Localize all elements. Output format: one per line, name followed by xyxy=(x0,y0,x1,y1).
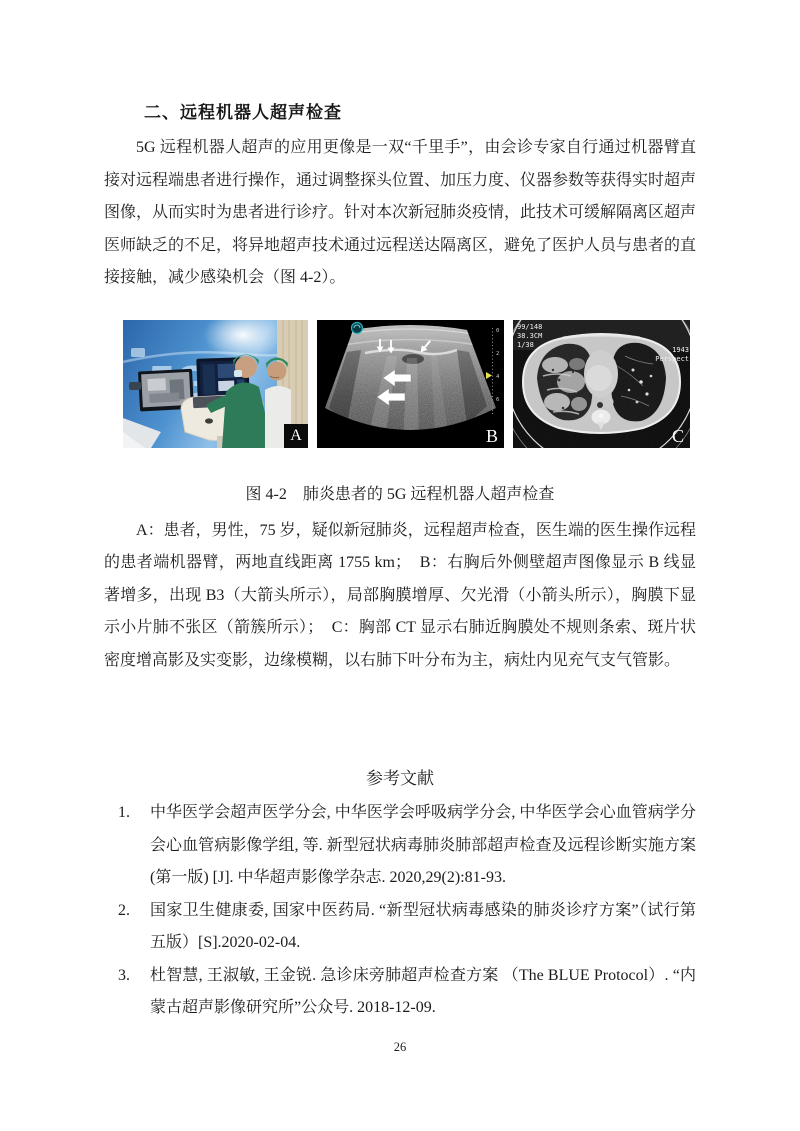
ruler-mark-6: 6 xyxy=(496,396,500,403)
ct-series-number: 1943 xyxy=(672,345,689,354)
section-heading: 二、远程机器人超声检查 xyxy=(144,103,342,122)
probe-logo-icon xyxy=(352,322,363,333)
ruler-mark-2: 2 xyxy=(496,350,500,357)
reference-item-2 xyxy=(104,895,696,960)
panel-b-label: B xyxy=(485,425,498,446)
panel-c-label: C xyxy=(671,425,684,446)
ct-fov-size: 38.3CM xyxy=(517,331,543,340)
reference-number: 1. xyxy=(118,804,130,821)
figure-description: A：患者，男性，75 岁，疑似新冠肺炎，远程超声检查，医生端的医生操作远程的患者端机器臂，两地直线距离 1755 km； B：右胸后外侧壁超声图像显示 B 线显著增多，出现 B3（大箭头所示），局部胸膜增厚、欠光滑（小箭头所示），胸膜下显示小片肺不张区（箭簇所示）； C：胸部 CT 显示右肺近胸膜处不规则条索、斑片状密度增高影及实变影，边缘模糊，以右肺下叶分布为主，病灶内见充气支气管影。 xyxy=(104,521,696,669)
ct-overlay-top-right xyxy=(655,346,689,364)
figure-panel-a-photo xyxy=(123,320,308,448)
references-heading: 参考文献 xyxy=(366,769,434,788)
figure-panel-b-ultrasound xyxy=(317,320,504,448)
lung-ultrasound-image xyxy=(317,320,504,448)
ct-mode-label: Perspect xyxy=(655,354,689,363)
camera-device xyxy=(129,382,141,390)
body-paragraph: 5G 远程机器人超声的应用更像是一双“千里手”，由会诊专家自行通过机器臂直接对远程端患者进行操作，通过调整探头位置、加压力度、仪器参数等获得实时超声图像，从而实时为患者进行诊疗。针对本次新冠肺炎疫情，此技术可缓解隔离区超声医师缺乏的不足，将异地超声技术通过远程送达隔离区，避免了医护人员与患者的直接接触，减少感染机会（图 4-2）。 xyxy=(104,139,697,286)
panel-a-label: A xyxy=(284,424,308,448)
ruler-mark-4: 4 xyxy=(496,373,500,380)
reference-text: 国家卫生健康委, 国家中医药局. “新型冠状病毒感染的肺炎诊疗方案”（试行第五版）[S].2020-02-04. xyxy=(150,901,696,951)
reference-number: 3. xyxy=(118,966,130,984)
reference-number: 2. xyxy=(118,901,130,919)
ct-frame-counter: 99/148 xyxy=(517,322,543,331)
figure-panel-c-ct xyxy=(513,320,690,448)
reference-list xyxy=(104,797,696,1025)
reference-text: 中华医学会超声医学分会, 中华医学会呼吸病学分会, 中华医学会心血管病学分会心血管病影像学组, 等. 新型冠状病毒肺炎肺部超声检查及远程诊断实施方案(第一版) [J]. 中华超声影像学杂志. 2020,29(2):81-93. xyxy=(150,804,696,886)
figure-4-2 xyxy=(123,320,696,448)
page-content xyxy=(104,0,696,1025)
photo-5g-ultrasound-room xyxy=(123,320,308,448)
reference-text: 杜智慧, 王淑敏, 王金锐. 急诊床旁肺超声检查方案 （The BLUE Protocol）. “内蒙古超声影像研究所”公众号. 2018-12-09. xyxy=(150,966,696,1016)
reference-item-3 xyxy=(104,960,696,1025)
cart-knob xyxy=(205,418,213,423)
backdrop-icon xyxy=(131,348,145,357)
ruler-mark-0: 0 xyxy=(496,327,500,334)
ct-overlay-top-left xyxy=(517,323,542,350)
reference-item-1 xyxy=(104,797,696,895)
ct-slice-number: 1/38 xyxy=(517,340,534,349)
page-number: 26 xyxy=(393,1040,407,1054)
figure-caption: 图 4-2 肺炎患者的 5G 远程机器人超声检查 xyxy=(245,485,555,503)
